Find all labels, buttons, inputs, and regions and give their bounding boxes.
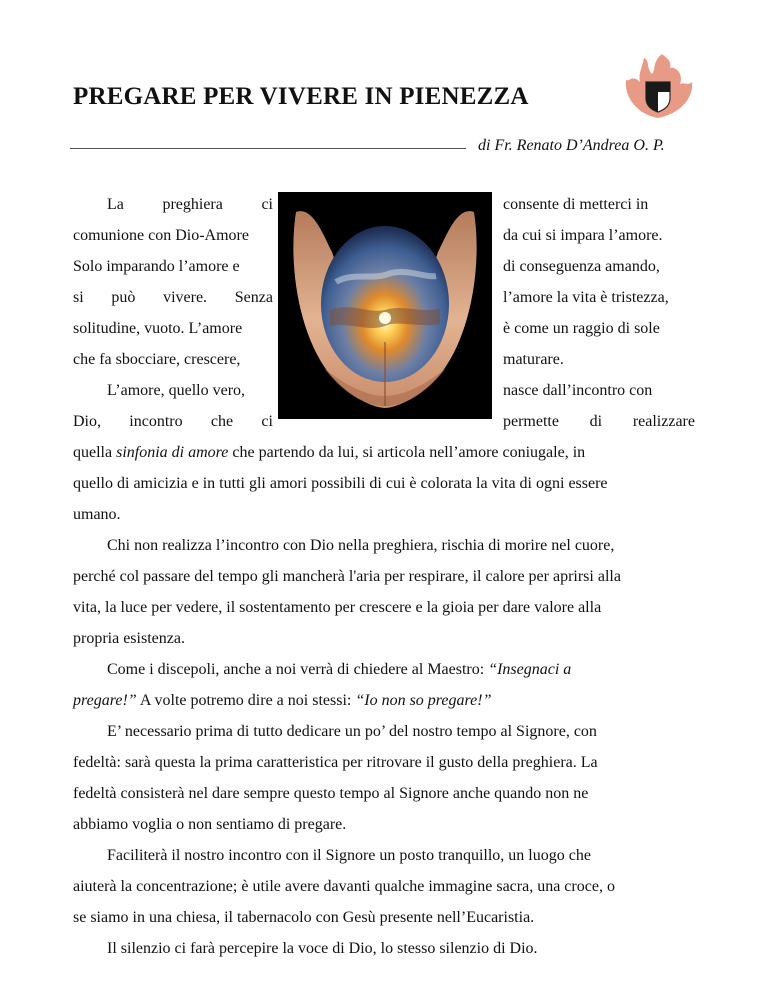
wrap-left-line-2: comunione con Dio-Amore — [73, 227, 249, 244]
wrap-right-line-8 — [503, 412, 695, 432]
wrap-right-line-6: maturare. — [503, 351, 564, 368]
text-run: Come i discepoli, anche a noi verrà di chiedere al Maestro: — [107, 661, 489, 678]
author-byline: di Fr. Renato D’Andrea O. P. — [478, 137, 665, 154]
wrap-left-line-1 — [107, 195, 273, 215]
wrap-left-line-6: che fa sbocciare, crescere, — [73, 351, 241, 368]
body-line: Faciliterà il nostro incontro con il Signore un posto tranquillo, un luogo che — [107, 847, 591, 864]
word: realizzare — [632, 413, 695, 430]
quote-text: “Insegnaci a — [488, 661, 572, 678]
text-run: che partendo da lui, si articola nell’amore coniugale, in — [228, 444, 586, 461]
word: preghiera — [162, 196, 223, 213]
wrap-left-line-8 — [73, 412, 273, 432]
text-run: A volte potremo dire a noi stessi: — [136, 692, 356, 709]
quote-text: “Io non so pregare!” — [355, 692, 492, 709]
body-line: umano. — [73, 506, 121, 523]
word: ci — [261, 196, 273, 213]
wrap-right-line-5: è come un raggio di sole — [503, 320, 660, 337]
wrap-right-line-4: l’amore la vita è tristezza, — [503, 289, 669, 306]
body-line: fedeltà: sarà questa la prima caratteristica per ritrovare il gusto della preghiera. La — [73, 754, 598, 771]
wrap-left-line-3: Solo imparando l’amore e — [73, 258, 240, 275]
wrap-right-line-2: da cui si impara l’amore. — [503, 227, 663, 244]
cupped-hands-sunset-image — [278, 192, 492, 419]
body-line — [107, 660, 571, 680]
word: di — [589, 413, 603, 430]
emphasis-text: sinfonia di amore — [116, 444, 229, 461]
wrap-right-line-1: consente di metterci in — [503, 196, 649, 213]
word: si — [73, 289, 84, 306]
wrap-right-line-7: nasce dall’incontro con — [503, 382, 653, 399]
body-line: aiuterà la concentrazione; è utile avere davanti qualche immagine sacra, una croce, o — [73, 878, 615, 895]
body-line: Chi non realizza l’incontro con Dio nella preghiera, rischia di morire nel cuore, — [107, 537, 615, 554]
wrap-left-line-4 — [73, 288, 273, 308]
body-line: se siamo in una chiesa, il tabernacolo con Gesù presente nell’Eucaristia. — [73, 909, 535, 926]
word: Dio, — [73, 413, 101, 430]
word: può — [111, 289, 136, 306]
wrap-left-line-5: solitudine, vuoto. L’amore — [73, 320, 243, 337]
body-line — [73, 691, 492, 711]
body-line: abbiamo voglia o non sentiamo di pregare. — [73, 816, 347, 833]
dominican-flame-logo — [622, 52, 696, 122]
word: ci — [261, 413, 273, 430]
body-line: vita, la luce per vedere, il sostentamento per crescere e la gioia per dare valore alla — [73, 599, 602, 616]
quote-text: pregare!” — [73, 692, 137, 709]
word: che — [210, 413, 234, 430]
word: La — [107, 196, 124, 213]
page-title: PREGARE PER VIVERE IN PIENEZZA — [73, 83, 529, 110]
word: vivere. — [163, 289, 208, 306]
wrap-left-line-7: L’amore, quello vero, — [107, 382, 246, 399]
wrap-right-line-3: di conseguenza amando, — [503, 258, 660, 275]
body-line: perché col passare del tempo gli mancherà l'aria per respirare, il calore per aprirsi alla — [73, 568, 621, 585]
body-line: E’ necessario prima di tutto dedicare un po’ del nostro tempo al Signore, con — [107, 723, 597, 740]
body-line: quello di amicizia e in tutti gli amori possibili di cui è colorata la vita di ogni essere — [73, 475, 608, 492]
text-run: quella — [73, 444, 117, 461]
word: permette — [503, 413, 559, 430]
body-line — [73, 443, 585, 463]
word: incontro — [129, 413, 183, 430]
body-line: propria esistenza. — [73, 630, 185, 647]
header-rule — [70, 148, 466, 149]
body-line: fedeltà consisterà nel dare sempre questo tempo al Signore anche quando non ne — [73, 785, 589, 802]
word: Senza — [234, 289, 273, 306]
body-line: Il silenzio ci farà percepire la voce di Dio, lo stesso silenzio di Dio. — [107, 940, 538, 957]
